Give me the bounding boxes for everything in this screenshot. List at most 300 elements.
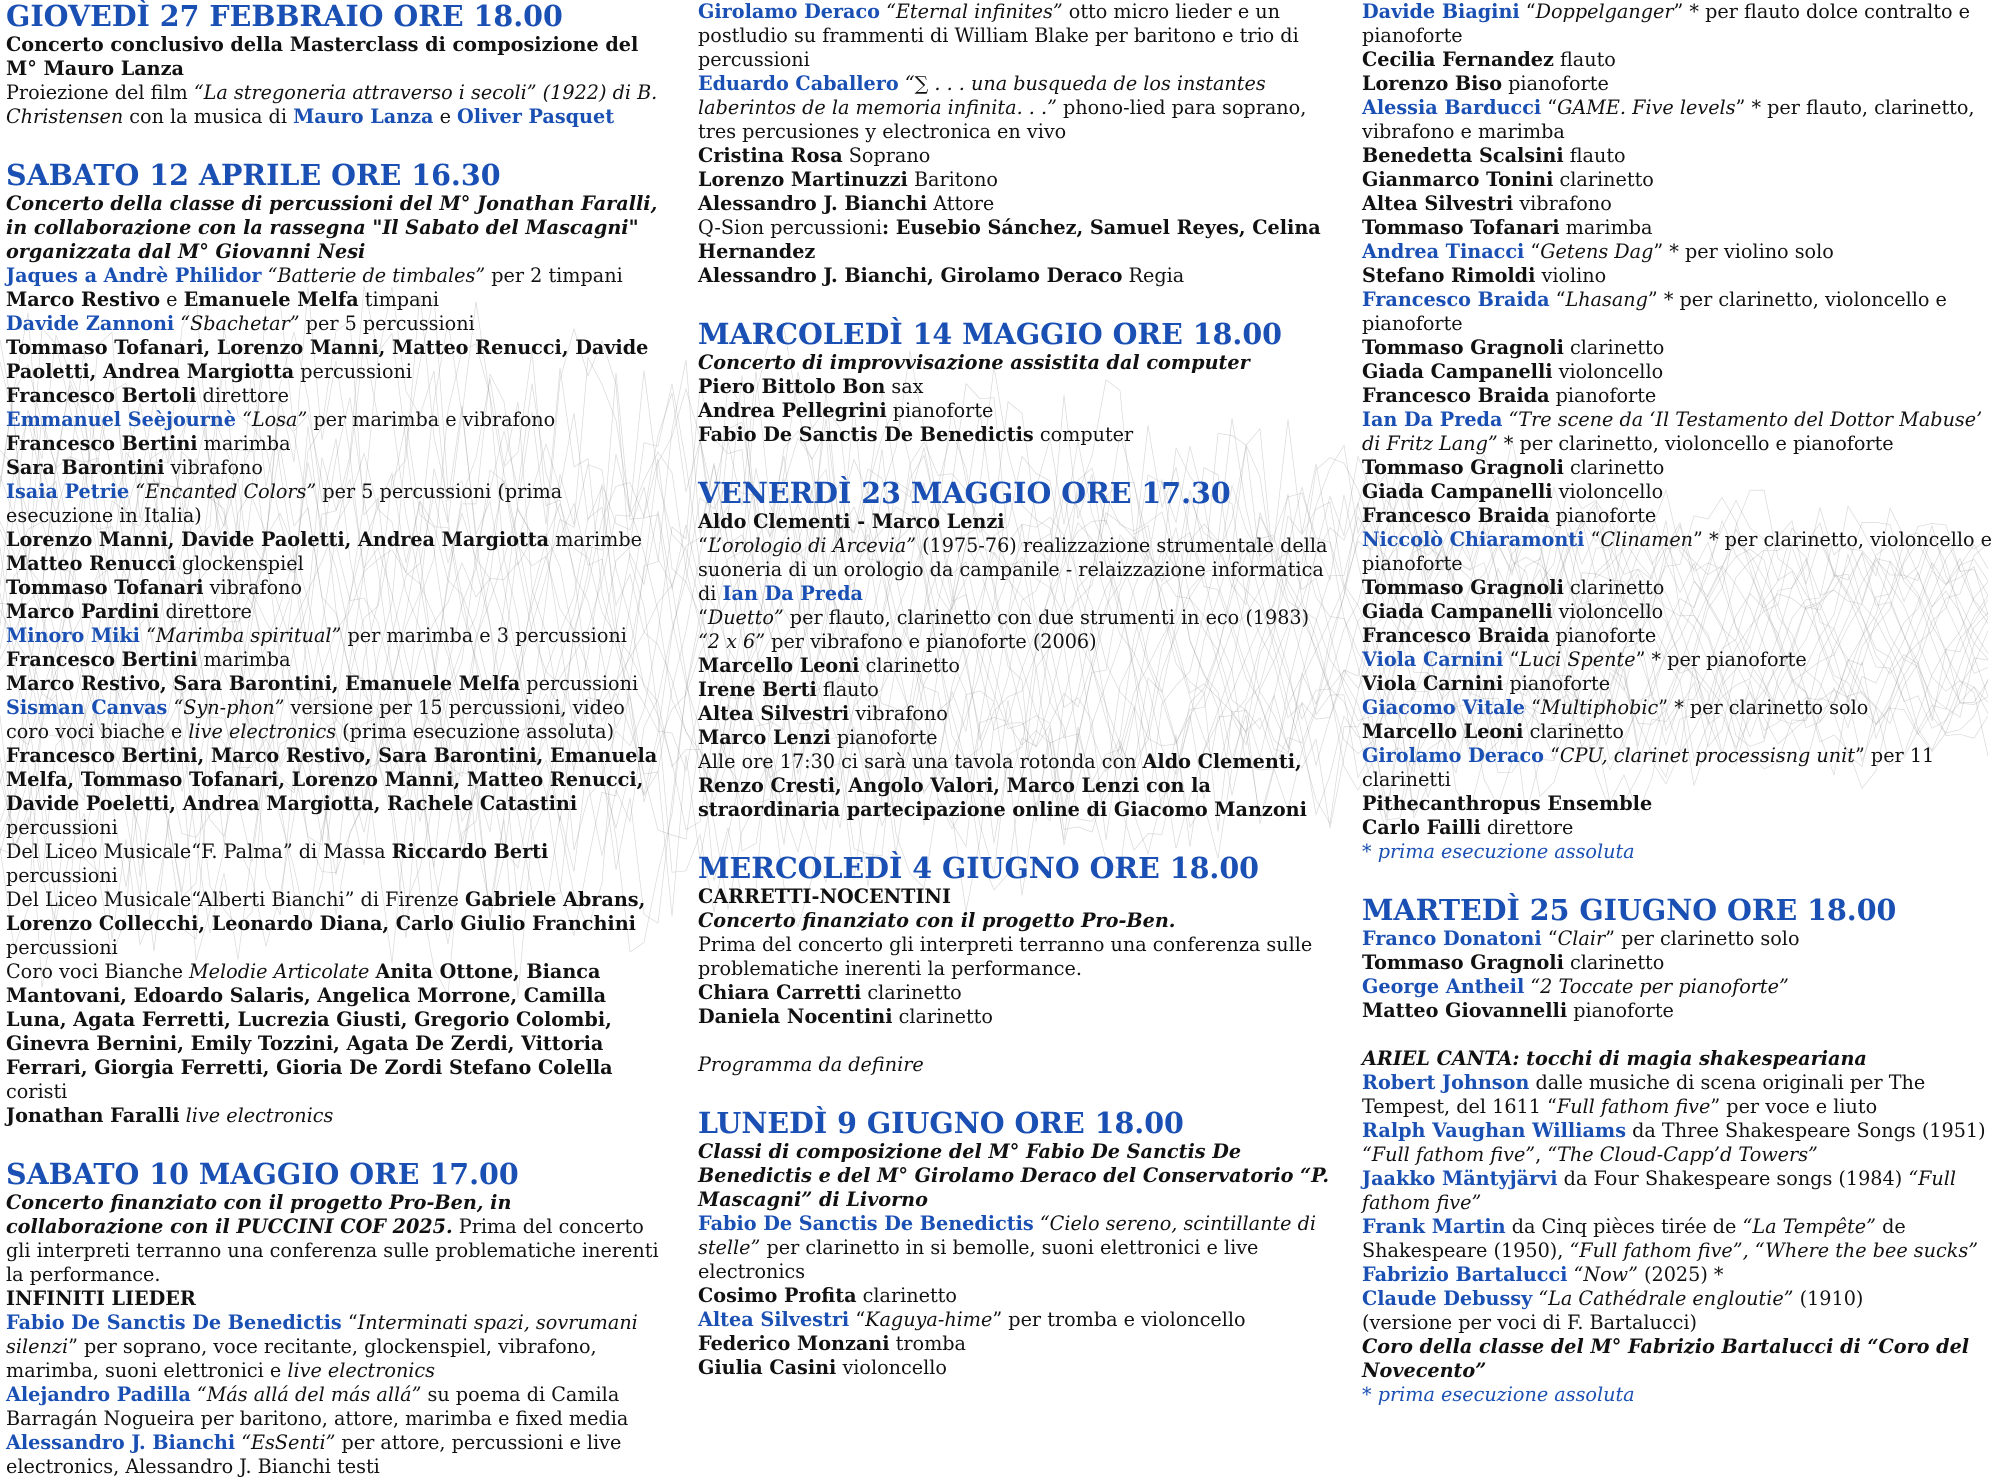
program-text: Concerto della classe di percussioni del M° Jonathan Faralli, in collaborazione con la rassegna "Il Sabato del Mascagni" organizzata dal M° Giovanni Nesi: [6, 192, 658, 263]
program-text: “Full fathom five”, “Where the bee sucks”: [1569, 1239, 1979, 1262]
program-text: e: [160, 288, 184, 311]
program-text: Viola Carnini: [1362, 672, 1504, 695]
program-text: “Más allá del más allá”: [190, 1383, 422, 1406]
program-text: Proiezione del film: [6, 81, 194, 104]
program-text: flauto: [1563, 144, 1626, 167]
program-column-1: [6, 0, 666, 1479]
program-line: [6, 456, 666, 480]
program-line: [698, 264, 1338, 288]
program-text: violoncello: [1552, 360, 1664, 383]
program-text: marimbe: [549, 528, 642, 551]
program-text: “2 x 6”: [698, 630, 766, 653]
composer-name: Girolamo Deraco: [1362, 744, 1544, 767]
program-text: Del Liceo Musicale“Alberti Bianchi” di Firenze: [6, 888, 465, 911]
program-text: Francesco Braida: [1362, 504, 1550, 527]
program-text: Duetto”: [707, 606, 784, 629]
program-text: Francesco Bertini: [6, 432, 198, 455]
program-text: vibrafono: [203, 576, 303, 599]
program-line: [1362, 1383, 1998, 1407]
program-line: [698, 1284, 1338, 1308]
composer-name: Giacomo Vitale: [1362, 696, 1525, 719]
program-text: (prima esecuzione assoluta): [336, 720, 615, 743]
program-text: con la musica di: [123, 105, 294, 128]
program-text: Giada Campanelli: [1362, 480, 1553, 503]
program-text: “Tre scene da ‘Il Testamento del Dottor Mabuse’ di Fritz Lang”: [1362, 408, 1983, 455]
composer-name: Alessandro J. Bianchi: [6, 1431, 236, 1454]
program-text: Kaguya-hime: [865, 1308, 993, 1331]
program-text: ” per soprano, voce recitante, glockenspiel, vibrafono, marimba, suoni elettronici e: [6, 1335, 597, 1382]
program-text: tromba: [889, 1332, 966, 1355]
program-text: “: [698, 606, 708, 629]
program-line: [698, 885, 1338, 909]
program-line: [6, 552, 666, 576]
program-text: Aldo Clementi, Renzo Cresti, Angolo Valori, Marco Lenzi con la straordinaria partecipazione online di Giacomo Manzoni: [698, 750, 1307, 821]
program-text: “Eternal infinites”: [879, 0, 1063, 23]
program-text: Getens Dag: [1540, 240, 1654, 263]
program-text: “Marimba spiritual”: [139, 624, 342, 647]
composer-name: Frank Martin: [1362, 1215, 1506, 1238]
program-line: [1362, 168, 1998, 192]
program-text: (1975-76) realizzazione strumentale della suoneria di un orologio da campanile - relaizzazione informatica di: [698, 534, 1328, 605]
program-line: [698, 654, 1338, 678]
program-text: live electronics: [179, 1104, 334, 1127]
program-text: clarinetto: [1563, 336, 1665, 359]
program-text: “: [849, 1308, 866, 1331]
program-line: [6, 264, 666, 288]
program-line: [6, 528, 666, 552]
program-text: Clinamen: [1600, 528, 1694, 551]
program-text: violoncello: [1552, 600, 1664, 623]
program-text: ARIEL CANTA: tocchi di magia shakespeariana: [1362, 1047, 1867, 1070]
program-line: [1362, 1335, 1998, 1383]
program-line: [1362, 720, 1998, 744]
program-text: Giada Campanelli: [1362, 360, 1553, 383]
program-text: dalle musiche di scena originali per The Tempest, del 1611 “: [1362, 1071, 1926, 1118]
program-line: [6, 1191, 666, 1287]
concert-date-heading: MERCOLEDÌ 4 GIUGNO ORE 18.00: [698, 851, 1260, 885]
program-text: ” per tromba e violoncello: [992, 1308, 1246, 1331]
program-text: ” * per flauto dolce contralto e pianoforte: [1362, 0, 1970, 47]
program-line: [698, 909, 1338, 933]
composer-name: Fabrizio Bartalucci: [1362, 1263, 1568, 1286]
program-text: direttore: [159, 600, 252, 623]
program-line: [698, 399, 1338, 423]
program-text: Jonathan Faralli: [6, 1104, 180, 1127]
program-text: CPU, clarinet processisng unit: [1559, 744, 1855, 767]
program-line: [1362, 1263, 1998, 1287]
program-line: [6, 432, 666, 456]
program-text: Alessandro J. Bianchi: [698, 192, 928, 215]
program-text: ” per 11 clarinetti: [1362, 744, 1935, 791]
program-text: Matteo Giovannelli: [1362, 999, 1568, 1022]
program-text: “The Cloud-Capp’d Towers”: [1547, 1143, 1818, 1166]
program-text: per vibrafono e pianoforte (2006): [765, 630, 1097, 653]
composer-name: Davide Biagini: [1362, 0, 1520, 23]
program-line: [6, 840, 666, 888]
program-line: [6, 672, 666, 696]
program-text: “: [1549, 288, 1566, 311]
program-text: per 2 timpani: [485, 264, 623, 287]
program-text: “Encanted Colors”: [129, 480, 317, 503]
program-line: [6, 744, 666, 840]
program-text: “La stregoneria attraverso i secoli” (1922) di B. Christensen: [6, 81, 658, 128]
program-line: [1362, 360, 1998, 384]
program-text: Francesco Bertini, Marco Restivo, Sara Barontini, Emanuela Melfa, Tommaso Tofanari, Lorenzo Manni, Matteo Renucci, Davide Poeletti, Andrea Margiotta, Rachele Catastini: [6, 744, 658, 815]
program-text: Francesco Bertoli: [6, 384, 197, 407]
composer-name: George Antheil: [1362, 975, 1525, 998]
program-text: Giulia Casini: [698, 1356, 837, 1379]
program-line: [1362, 264, 1998, 288]
program-line: [698, 192, 1338, 216]
program-line: [6, 408, 666, 432]
program-text: “: [1541, 927, 1558, 950]
program-text: Concerto conclusivo della Masterclass di composizione del M° Mauro Lanza: [6, 33, 639, 80]
program-line: [698, 510, 1338, 534]
program-text: * per clarinetto, violoncello e pianoforte: [1497, 432, 1894, 455]
program-text: per marimba e 3 percussioni: [341, 624, 627, 647]
program-text: violino: [1535, 264, 1607, 287]
program-line: [6, 384, 666, 408]
program-line: [6, 192, 666, 264]
program-text: pianoforte: [886, 399, 994, 422]
program-text: clarinetto: [892, 1005, 993, 1028]
program-text: “Syn-phon”: [167, 696, 285, 719]
program-text: pianoforte: [830, 726, 938, 749]
program-line: [1362, 624, 1998, 648]
composer-name: Isaia Petrie: [6, 480, 130, 503]
program-text: Prima del concerto gli interpreti terranno una conferenza sulle problematiche inerenti la performance.: [698, 933, 1313, 980]
program-line: [1362, 216, 1998, 240]
program-line: [6, 480, 666, 528]
composer-name: Andrea Tinacci: [1362, 240, 1525, 263]
program-text: Concerto di improvvisazione assistita dal computer: [698, 351, 1250, 374]
program-text: Doppelganger: [1535, 0, 1674, 23]
program-line: [1362, 927, 1998, 951]
program-text: Tommaso Gragnoli: [1362, 336, 1564, 359]
composer-name: * prima esecuzione assoluta: [1362, 840, 1635, 863]
program-text: Coro della classe del M° Fabrizio Bartalucci di “Coro del Novecento”: [1362, 1335, 1970, 1382]
program-text: Gianmarco Tonini: [1362, 168, 1554, 191]
program-text: Interminati spazi, sovrumani silenzi: [6, 1311, 638, 1358]
program-text: Chiara Carretti: [698, 981, 862, 1004]
program-text: ” * per clarinetto, violoncello e pianoforte: [1362, 288, 1947, 335]
program-line: [6, 1311, 666, 1383]
program-line: [698, 678, 1338, 702]
program-line: [1362, 384, 1998, 408]
program-line: [6, 1104, 666, 1128]
program-line: [698, 933, 1338, 981]
program-line: [698, 0, 1338, 72]
program-line: [1362, 1047, 1998, 1071]
program-line: [1362, 816, 1998, 840]
program-text: percussioni: [6, 864, 118, 887]
program-text: Del Liceo Musicale“F. Palma” di Massa: [6, 840, 392, 863]
composer-name: Ian Da Preda: [1362, 408, 1503, 431]
program-text: Marco Pardini: [6, 600, 160, 623]
program-text: live electronics: [188, 720, 337, 743]
program-text: Clair: [1557, 927, 1606, 950]
program-text: Irene Berti: [698, 678, 817, 701]
program-line: [698, 423, 1338, 447]
program-text: Pithecanthropus Ensemble: [1362, 792, 1653, 815]
program-text: Cecilia Fernandez: [1362, 48, 1554, 71]
program-text: “: [1503, 648, 1520, 671]
program-text: Concerto finanziato con il progetto Pro-Ben, in collaborazione con il PUCCINI COF 2025.: [6, 1191, 512, 1238]
program-line: [1362, 648, 1998, 672]
program-text: “Now”: [1567, 1263, 1638, 1286]
program-text: per attore, percussioni e live electronics, Alessandro J. Bianchi testi: [6, 1431, 622, 1478]
program-text: Multiphobic: [1540, 696, 1659, 719]
program-text: per clarinetto in si bemolle, suoni elettronici e live electronics: [698, 1236, 1259, 1283]
program-line: [1362, 336, 1998, 360]
composer-name: Robert Johnson: [1362, 1071, 1530, 1094]
program-line: [1362, 840, 1998, 864]
program-text: Coro voci Bianche: [6, 960, 190, 983]
program-text: Fabio De Sanctis De Benedictis: [698, 423, 1034, 446]
program-text: (versione per voci di F. Bartalucci): [1362, 1311, 1697, 1334]
program-text: Sara Barontini: [6, 456, 165, 479]
program-text: ” per clarinetto solo: [1605, 927, 1800, 950]
program-text: “La Tempête”: [1742, 1215, 1876, 1238]
composer-name: Minoro Miki: [6, 624, 140, 647]
program-text: direttore: [1480, 816, 1574, 839]
program-text: Concerto finanziato con il progetto Pro-Ben.: [698, 909, 1176, 932]
program-line: [1362, 456, 1998, 480]
concert-date-heading: VENERDÌ 23 MAGGIO ORE 17.30: [698, 476, 1231, 510]
program-text: Matteo Renucci: [6, 552, 176, 575]
program-text: Programma da definire: [698, 1053, 924, 1076]
program-text: “: [1543, 744, 1560, 767]
program-text: percussioni: [294, 360, 413, 383]
program-text: pianoforte: [1549, 624, 1657, 647]
program-line: [1362, 480, 1998, 504]
program-text: per 5 percussioni: [299, 312, 475, 335]
program-line: [698, 981, 1338, 1005]
program-line: [1362, 528, 1998, 576]
program-text: “La Cathédrale engloutie”: [1532, 1287, 1794, 1310]
program-text: coristi: [6, 1080, 68, 1103]
program-text: : Eusebio Sánchez, Samuel Reyes, Celina Hernandez: [698, 216, 1321, 263]
program-text: CARRETTI-NOCENTINI: [698, 885, 951, 908]
program-line: [698, 630, 1338, 654]
program-text: violoncello: [1552, 480, 1664, 503]
program-text: “2 Toccate per pianoforte”: [1524, 975, 1789, 998]
program-text: Anita Ottone, Bianca Mantovani, Edoardo Salaris, Angelica Morrone, Camilla Luna, Agata Ferretti, Lucrezia Giusti, Gregorio Colombi, Ginevra Bernini, Emily Tozzini, Agata De Zerdi, Vittoria Ferrari, Giorgia Ferretti, Gioria De Zordi Stefano Colella: [6, 960, 613, 1079]
composer-name: Niccolò Chiaramonti: [1362, 528, 1585, 551]
program-text: Francesco Braida: [1362, 384, 1550, 407]
program-text: de Shakespeare (1950),: [1362, 1215, 1906, 1262]
program-line: [698, 606, 1338, 630]
program-text: computer: [1033, 423, 1134, 446]
program-text: ,: [1535, 1143, 1548, 1166]
program-text: clarinetto: [859, 654, 960, 677]
program-line: [1362, 48, 1998, 72]
program-line: [6, 1431, 666, 1479]
program-text: Cosimo Profita: [698, 1284, 857, 1307]
program-line: [6, 312, 666, 336]
program-text: “Batterie de timbales”: [261, 264, 486, 287]
program-text: clarinetto: [861, 981, 962, 1004]
program-text: Lorenzo Biso: [1362, 72, 1503, 95]
program-text: L’orologio di Arcevia”: [707, 534, 916, 557]
program-text: pianoforte: [1503, 672, 1611, 695]
program-text: “: [1519, 0, 1536, 23]
program-text: da Four Shakespeare songs (1984): [1557, 1167, 1909, 1190]
composer-name: Emmanuel Seèjournè: [6, 408, 236, 431]
program-text: ” per voce e liuto: [1710, 1095, 1878, 1118]
program-text: Marcello Leoni: [1362, 720, 1524, 743]
program-text: da Cinq pièces tirée de: [1505, 1215, 1743, 1238]
program-text: “: [1525, 696, 1541, 719]
program-text: (1910): [1793, 1287, 1864, 1310]
program-text: clarinetto: [1563, 576, 1665, 599]
program-line: [698, 534, 1338, 606]
program-text: Cristina Rosa: [698, 144, 843, 167]
program-line: [698, 351, 1338, 375]
program-line: [698, 1332, 1338, 1356]
program-line: [698, 1356, 1338, 1380]
program-line: [698, 144, 1338, 168]
program-text: Classi di composizione del M° Fabio De Sanctis De Benedictis e del M° Girolamo Deraco del Conservatorio “P. Mascagni” di Livorno: [698, 1140, 1330, 1211]
program-text: Andrea Pellegrini: [698, 399, 887, 422]
composer-name: Davide Zannoni: [6, 312, 175, 335]
program-text: “: [1541, 96, 1558, 119]
program-line: [1362, 951, 1998, 975]
program-line: [698, 750, 1338, 822]
composer-name: Ralph Vaughan Williams: [1362, 1119, 1626, 1142]
program-text: clarinetto: [1523, 720, 1624, 743]
program-text: vibrafono: [1513, 192, 1612, 215]
program-line: [1362, 975, 1998, 999]
program-text: Benedetta Scalsini: [1362, 144, 1564, 167]
program-line: [698, 1140, 1338, 1212]
program-text: “Losa”: [235, 408, 308, 431]
program-text: ” * per clarinetto solo: [1658, 696, 1869, 719]
program-line: [1362, 72, 1998, 96]
program-line: [698, 1308, 1338, 1332]
program-text: Carlo Failli: [1362, 816, 1481, 839]
composer-name: Fabio De Sanctis De Benedictis: [6, 1311, 342, 1334]
program-line: [1362, 288, 1998, 336]
program-line: [1362, 1119, 1998, 1167]
composer-name: Mauro Lanza: [293, 105, 434, 128]
program-text: “Cielo sereno, scintillante di stelle”: [698, 1212, 1317, 1259]
program-line: [698, 375, 1338, 399]
program-text: “: [341, 1311, 358, 1334]
program-line: [1362, 1287, 1998, 1311]
program-line: [6, 336, 666, 384]
program-line: [6, 288, 666, 312]
program-line: [1362, 240, 1998, 264]
program-line: [698, 1005, 1338, 1029]
program-text: Tommaso Gragnoli: [1362, 951, 1564, 974]
program-line: [1362, 600, 1998, 624]
program-text: Marco Lenzi: [698, 726, 831, 749]
program-text: Emanuele Melfa: [183, 288, 359, 311]
program-text: ” * per pianoforte: [1635, 648, 1807, 671]
program-line: [1362, 96, 1998, 144]
program-text: “: [1584, 528, 1601, 551]
program-text: Piero Bittolo Bon: [698, 375, 886, 398]
program-text: Alle ore 17:30 ci sarà una tavola rotonda con: [698, 750, 1143, 773]
program-line: [1362, 744, 1998, 792]
program-text: “EsSenti”: [235, 1431, 336, 1454]
program-text: sax: [885, 375, 924, 398]
composer-name: Francesco Braida: [1362, 288, 1550, 311]
program-text: Tommaso Tofanari: [6, 576, 204, 599]
program-text: “∑ . . . una busqueda de los instantes laberintos de la memoria infinita. . .”: [698, 72, 1266, 119]
program-text: Melodie Articolate: [189, 960, 370, 983]
program-text: Riccardo Berti: [391, 840, 549, 863]
program-text: Tommaso Tofanari, Lorenzo Manni, Matteo Renucci, Davide Paoletti, Andrea Margiotta: [6, 336, 649, 383]
composer-name: Jaques a Andrè Philidor: [6, 264, 262, 287]
program-text: versione per 15 percussioni, video coro voci biache e: [6, 696, 625, 743]
program-text: INFINITI LIEDER: [6, 1287, 196, 1310]
program-text: Giada Campanelli: [1362, 600, 1553, 623]
program-text: pianoforte: [1502, 72, 1609, 95]
program-text: phono-lied para soprano, tres percusiones y electronica en vivo: [698, 96, 1307, 143]
program-text: per 5 percussioni (prima esecuzione in Italia): [6, 480, 563, 527]
concert-date-heading: LUNEDÌ 9 GIUGNO ORE 18.00: [698, 1106, 1184, 1140]
program-text: Marco Restivo, Sara Barontini, Emanuele Melfa: [6, 672, 521, 695]
program-column-2: [698, 0, 1338, 1380]
program-text: vibrafono: [164, 456, 263, 479]
composer-name: Claude Debussy: [1362, 1287, 1533, 1310]
program-line: [6, 888, 666, 960]
program-line: [6, 696, 666, 744]
program-text: Marcello Leoni: [698, 654, 860, 677]
program-text: “Full fathom five”: [1362, 1167, 1957, 1214]
program-text: pianoforte: [1549, 504, 1657, 527]
program-text: percussioni: [520, 672, 639, 695]
program-text: (2025) *: [1637, 1263, 1724, 1286]
program-text: direttore: [196, 384, 289, 407]
program-line: [1362, 0, 1998, 48]
program-text: pianoforte: [1549, 384, 1657, 407]
program-line: [6, 960, 666, 1104]
program-text: Tommaso Gragnoli: [1362, 456, 1564, 479]
program-line: [6, 33, 666, 81]
program-text: Soprano: [842, 144, 931, 167]
program-line: [1362, 504, 1998, 528]
program-line: [698, 702, 1338, 726]
program-text: Aldo Clementi - Marco Lenzi: [698, 510, 1005, 533]
program-text: ” * per flauto, clarinetto, vibrafono e marimba: [1362, 96, 1975, 143]
program-line: [1362, 672, 1998, 696]
program-text: Altea Silvestri: [698, 702, 850, 725]
program-text: Q-Sion percussioni: [698, 216, 882, 239]
program-text: Tommaso Tofanari: [1362, 216, 1560, 239]
program-text: Francesco Bertini: [6, 648, 198, 671]
concert-date-heading: SABATO 10 MAGGIO ORE 17.00: [6, 1157, 519, 1191]
program-text: Lhasang: [1565, 288, 1648, 311]
program-line: [698, 72, 1338, 144]
program-line: [1362, 576, 1998, 600]
concert-date-heading: GIOVEDÌ 27 FEBBRAIO ORE 18.00: [6, 0, 563, 33]
program-text: Full fathom five: [1556, 1095, 1711, 1118]
program-line: [1362, 792, 1998, 816]
program-text: violoncello: [836, 1356, 947, 1379]
composer-name: Oliver Pasquet: [457, 105, 615, 128]
program-text: per flauto, clarinetto con due strumenti in eco (1983): [783, 606, 1310, 629]
program-text: flauto: [816, 678, 879, 701]
program-text: ” * per clarinetto, violoncello e pianoforte: [1362, 528, 1993, 575]
program-line: [6, 81, 666, 129]
concert-date-heading: MARCOLEDÌ 14 MAGGIO ORE 18.00: [698, 317, 1282, 351]
program-text: Marco Restivo: [6, 288, 160, 311]
program-text: Gabriele Abrans, Lorenzo Collecchi, Leonardo Diana, Carlo Giulio Franchini: [6, 888, 646, 935]
program-text: Alessandro J. Bianchi, Girolamo Deraco: [698, 264, 1123, 287]
